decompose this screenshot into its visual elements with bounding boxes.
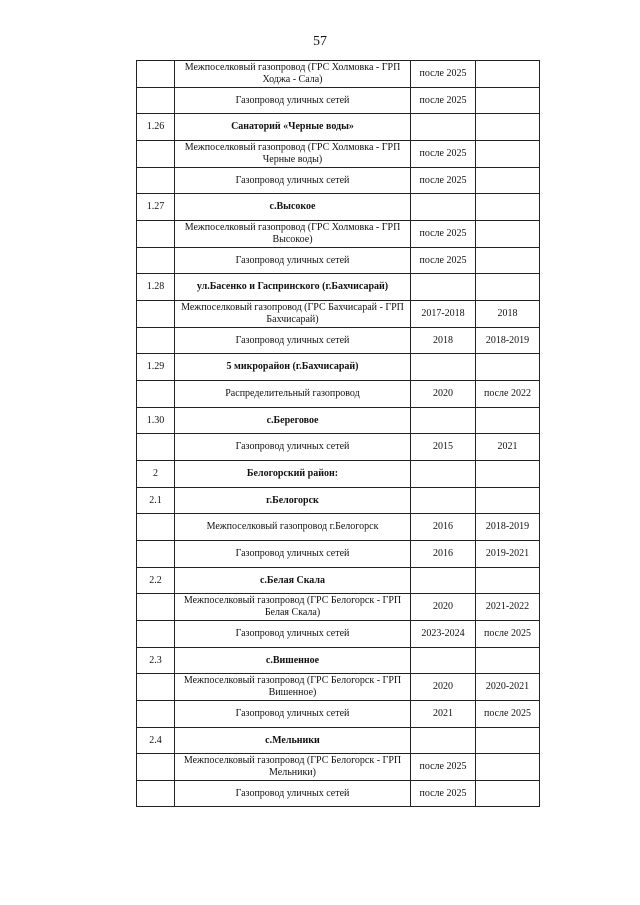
end-period-cell: 2019-2021: [476, 541, 540, 568]
object-name-cell: Межпоселковый газопровод (ГРС Холмовка - ГРП Ходжа - Сала): [175, 61, 411, 88]
section-row: [137, 274, 540, 301]
row-number-cell: [137, 141, 175, 168]
row-number-cell: [137, 381, 175, 408]
object-name-cell: Газопровод уличных сетей: [175, 434, 411, 461]
row-number-cell: [137, 434, 175, 461]
row-number-cell: 1.26: [137, 114, 175, 141]
object-name-cell: Белогорский район:: [175, 461, 411, 488]
end-period-cell: [476, 168, 540, 194]
end-period-cell: 2021: [476, 434, 540, 461]
object-name-cell: Межпоселковый газопровод г.Белогорск: [175, 514, 411, 541]
table-row: [137, 514, 540, 541]
table-row: [137, 301, 540, 328]
start-period-cell: [411, 728, 476, 754]
section-row: [137, 114, 540, 141]
start-period-cell: 2018: [411, 328, 476, 354]
row-number-cell: 2.1: [137, 488, 175, 514]
end-period-cell: [476, 568, 540, 594]
row-number-cell: 1.29: [137, 354, 175, 381]
object-name-cell: Газопровод уличных сетей: [175, 88, 411, 114]
end-period-cell: [476, 781, 540, 807]
start-period-cell: 2023-2024: [411, 621, 476, 648]
start-period-cell: [411, 648, 476, 674]
page-number: 57: [313, 34, 327, 49]
row-number-cell: 2.3: [137, 648, 175, 674]
end-period-cell: [476, 354, 540, 381]
start-period-cell: 2015: [411, 434, 476, 461]
object-name-cell: Газопровод уличных сетей: [175, 701, 411, 728]
object-name-cell: Межпоселковый газопровод (ГРС Холмовка - ГРП Высокое): [175, 221, 411, 248]
start-period-cell: [411, 568, 476, 594]
table-row: [137, 168, 540, 194]
table-row: [137, 754, 540, 781]
row-number-cell: [137, 754, 175, 781]
end-period-cell: 2020-2021: [476, 674, 540, 701]
start-period-cell: после 2025: [411, 248, 476, 274]
table-row: [137, 141, 540, 168]
table-row: [137, 781, 540, 807]
start-period-cell: после 2025: [411, 61, 476, 88]
end-period-cell: [476, 274, 540, 301]
table-row: [137, 701, 540, 728]
start-period-cell: после 2025: [411, 221, 476, 248]
table-row: [137, 328, 540, 354]
row-number-cell: [137, 168, 175, 194]
table-row: [137, 541, 540, 568]
end-period-cell: [476, 728, 540, 754]
section-row: [137, 648, 540, 674]
table-row: [137, 621, 540, 648]
end-period-cell: [476, 61, 540, 88]
end-period-cell: 2018-2019: [476, 514, 540, 541]
row-number-cell: [137, 541, 175, 568]
section-row: [137, 568, 540, 594]
end-period-cell: [476, 461, 540, 488]
object-name-cell: с.Вишенное: [175, 648, 411, 674]
object-name-cell: с.Береговое: [175, 408, 411, 434]
start-period-cell: после 2025: [411, 141, 476, 168]
row-number-cell: [137, 301, 175, 328]
row-number-cell: 1.27: [137, 194, 175, 221]
start-period-cell: после 2025: [411, 168, 476, 194]
table-row: [137, 434, 540, 461]
object-name-cell: Газопровод уличных сетей: [175, 781, 411, 807]
table-row: [137, 674, 540, 701]
object-name-cell: Санаторий «Черные воды»: [175, 114, 411, 141]
section-row: [137, 461, 540, 488]
start-period-cell: 2020: [411, 381, 476, 408]
object-name-cell: Межпоселковый газопровод (ГРС Белогорск - ГРП Мельники): [175, 754, 411, 781]
start-period-cell: после 2025: [411, 88, 476, 114]
section-row: [137, 354, 540, 381]
section-row: [137, 408, 540, 434]
row-number-cell: 2.4: [137, 728, 175, 754]
end-period-cell: 2018: [476, 301, 540, 328]
row-number-cell: 2.2: [137, 568, 175, 594]
start-period-cell: после 2025: [411, 781, 476, 807]
section-row: [137, 728, 540, 754]
end-period-cell: [476, 88, 540, 114]
row-number-cell: 2: [137, 461, 175, 488]
row-number-cell: 1.28: [137, 274, 175, 301]
end-period-cell: после 2025: [476, 621, 540, 648]
object-name-cell: с.Высокое: [175, 194, 411, 221]
end-period-cell: [476, 221, 540, 248]
end-period-cell: 2018-2019: [476, 328, 540, 354]
row-number-cell: [137, 781, 175, 807]
start-period-cell: 2020: [411, 594, 476, 621]
end-period-cell: [476, 248, 540, 274]
end-period-cell: [476, 194, 540, 221]
table-row: [137, 61, 540, 88]
object-name-cell: Межпоселковый газопровод (ГРС Белогорск - ГРП Белая Скала): [175, 594, 411, 621]
end-period-cell: [476, 488, 540, 514]
start-period-cell: [411, 114, 476, 141]
start-period-cell: [411, 461, 476, 488]
start-period-cell: 2017-2018: [411, 301, 476, 328]
object-name-cell: с.Белая Скала: [175, 568, 411, 594]
object-name-cell: Межпоселковый газопровод (ГРС Холмовка - ГРП Черные воды): [175, 141, 411, 168]
object-name-cell: с.Мельники: [175, 728, 411, 754]
object-name-cell: Газопровод уличных сетей: [175, 541, 411, 568]
object-name-cell: Распределительный газопровод: [175, 381, 411, 408]
start-period-cell: 2016: [411, 541, 476, 568]
end-period-cell: [476, 648, 540, 674]
table-row: [137, 594, 540, 621]
row-number-cell: [137, 674, 175, 701]
start-period-cell: после 2025: [411, 754, 476, 781]
start-period-cell: [411, 274, 476, 301]
row-number-cell: [137, 248, 175, 274]
start-period-cell: [411, 408, 476, 434]
table-row: [137, 221, 540, 248]
start-period-cell: [411, 488, 476, 514]
row-number-cell: [137, 221, 175, 248]
row-number-cell: [137, 621, 175, 648]
end-period-cell: 2021-2022: [476, 594, 540, 621]
object-name-cell: Межпоселковый газопровод (ГРС Бахчисарай - ГРП Бахчисарай): [175, 301, 411, 328]
row-number-cell: [137, 514, 175, 541]
section-row: [137, 194, 540, 221]
row-number-cell: [137, 701, 175, 728]
object-name-cell: ул.Басенко и Гаспринского (г.Бахчисарай): [175, 274, 411, 301]
object-name-cell: Межпоселковый газопровод (ГРС Белогорск - ГРП Вишенное): [175, 674, 411, 701]
row-number-cell: [137, 594, 175, 621]
end-period-cell: после 2025: [476, 701, 540, 728]
end-period-cell: [476, 114, 540, 141]
row-number-cell: [137, 328, 175, 354]
object-name-cell: г.Белогорск: [175, 488, 411, 514]
row-number-cell: [137, 61, 175, 88]
start-period-cell: [411, 194, 476, 221]
table-row: [137, 88, 540, 114]
row-number-cell: [137, 88, 175, 114]
start-period-cell: 2021: [411, 701, 476, 728]
object-name-cell: Газопровод уличных сетей: [175, 621, 411, 648]
gas-pipeline-table: [136, 60, 540, 807]
object-name-cell: Газопровод уличных сетей: [175, 248, 411, 274]
section-row: [137, 488, 540, 514]
row-number-cell: 1.30: [137, 408, 175, 434]
start-period-cell: [411, 354, 476, 381]
end-period-cell: [476, 754, 540, 781]
end-period-cell: [476, 408, 540, 434]
table-row: [137, 381, 540, 408]
start-period-cell: 2016: [411, 514, 476, 541]
object-name-cell: Газопровод уличных сетей: [175, 328, 411, 354]
object-name-cell: Газопровод уличных сетей: [175, 168, 411, 194]
end-period-cell: [476, 141, 540, 168]
start-period-cell: 2020: [411, 674, 476, 701]
table-row: [137, 248, 540, 274]
object-name-cell: 5 микрорайон (г.Бахчисарай): [175, 354, 411, 381]
end-period-cell: после 2022: [476, 381, 540, 408]
